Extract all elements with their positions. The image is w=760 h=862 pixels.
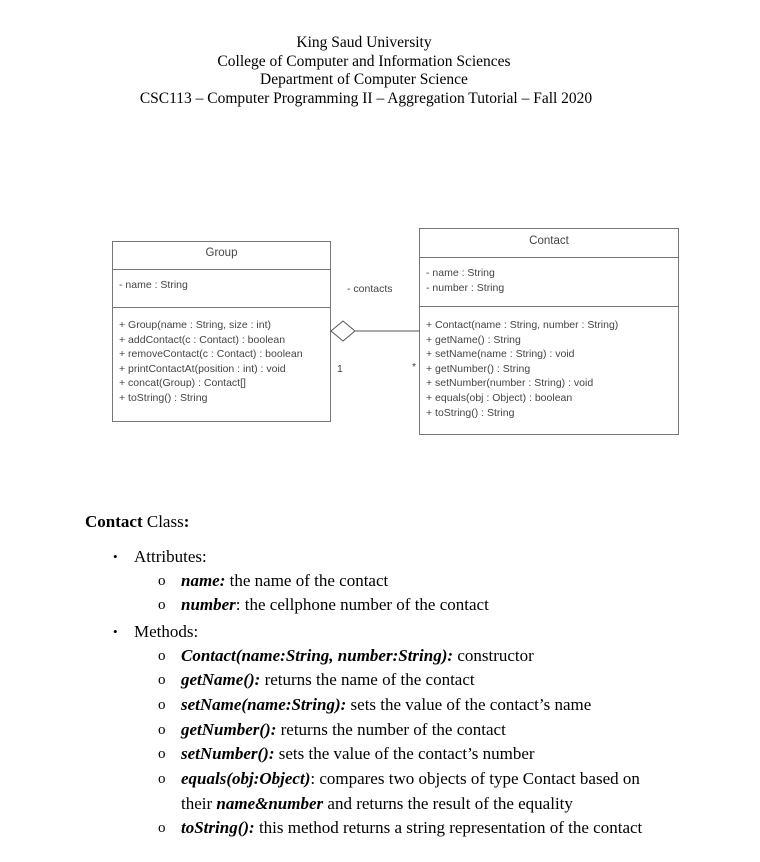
- contact-method: + Contact(name : String, number : String): [426, 319, 619, 331]
- method-item-continuation: their name&number and returns the result of the equality: [181, 794, 573, 813]
- sub-bullet-icon: o: [158, 820, 166, 836]
- contact-attribute: - number : String: [426, 281, 505, 294]
- group-method: + toString() : String: [119, 391, 208, 404]
- section-title-bold: Contact: [85, 512, 143, 531]
- section-title-colon: :: [183, 512, 190, 531]
- group-method: + printContactAt(position : int) : void: [119, 362, 286, 375]
- method-item: setName(name:String): sets the value of the contact’s name: [181, 695, 592, 714]
- sub-bullet-icon: o: [158, 573, 166, 589]
- sub-bullet-icon: o: [158, 672, 166, 688]
- aggregation-diamond-icon: [331, 321, 355, 341]
- sub-bullet-icon: o: [158, 697, 166, 713]
- group-method-list: [119, 318, 303, 406]
- contact-method: + getName() : String: [426, 333, 521, 346]
- aggregation-connector: [328, 316, 424, 346]
- contact-method: + toString() : String: [426, 406, 515, 419]
- contact-class-box: [419, 228, 679, 435]
- section-title-rest: Class: [142, 512, 184, 531]
- contact-class-divider-1: [420, 257, 678, 258]
- sub-bullet-icon: o: [158, 746, 166, 762]
- contact-class-divider-2: [420, 306, 678, 307]
- section-title: [85, 512, 189, 532]
- method-item: getName(): returns the name of the contact: [181, 670, 475, 689]
- group-class-box: [112, 241, 331, 422]
- group-method: + concat(Group) : Contact[]: [119, 377, 246, 390]
- contact-method: + setNumber(number : String) : void: [426, 377, 594, 390]
- contact-attribute-list: [426, 266, 504, 295]
- sub-bullet-icon: o: [158, 722, 166, 738]
- method-item: setNumber(): sets the value of the contact’s number: [181, 744, 535, 763]
- association-role-label: - contacts: [347, 283, 393, 295]
- group-class-divider-2: [113, 307, 330, 308]
- contact-class-title: Contact: [529, 235, 569, 247]
- group-class-title: Group: [205, 247, 238, 259]
- group-class-divider-1: [113, 269, 330, 270]
- sub-bullet-icon: o: [158, 648, 166, 664]
- document-header: [0, 34, 760, 108]
- group-method: + removeContact(c : Contact) : boolean: [119, 348, 303, 361]
- group-attribute: - name : String: [119, 279, 188, 291]
- contact-method: + equals(obj : Object) : boolean: [426, 391, 573, 404]
- method-item: getNumber(): returns the number of the contact: [181, 720, 506, 739]
- contact-method: + getNumber() : String: [426, 362, 531, 375]
- sub-bullet-icon: o: [158, 771, 166, 787]
- attribute-item: number: the cellphone number of the contact: [181, 595, 489, 614]
- contact-attribute: - name : String: [426, 267, 495, 279]
- bullet-icon: •: [113, 549, 118, 564]
- attributes-label: Attributes:: [134, 547, 207, 566]
- group-method: + Group(name : String, size : int): [119, 319, 272, 331]
- university-name: King Saud University: [296, 34, 432, 51]
- multiplicity-contact: *: [412, 361, 417, 373]
- method-item: Contact(name:String, number:String): constructor: [181, 646, 534, 665]
- group-method: + addContact(c : Contact) : boolean: [119, 333, 286, 346]
- department-name: Department of Computer Science: [260, 71, 468, 88]
- bullet-icon: •: [113, 624, 118, 639]
- college-name: College of Computer and Information Sciences: [217, 52, 511, 70]
- attribute-item: name: the name of the contact: [181, 571, 389, 590]
- methods-label: Methods:: [134, 622, 199, 641]
- contact-method: + setName(name : String) : void: [426, 348, 575, 361]
- method-item: toString(): this method returns a string representation of the contact: [181, 818, 643, 837]
- contact-method-list: [426, 318, 618, 420]
- course-title: CSC113 – Computer Programming II – Aggregation Tutorial – Fall 2020: [139, 89, 593, 107]
- sub-bullet-icon: o: [158, 597, 166, 613]
- method-item: equals(obj:Object): compares two objects of type Contact based on: [181, 769, 640, 788]
- multiplicity-group: 1: [337, 363, 343, 375]
